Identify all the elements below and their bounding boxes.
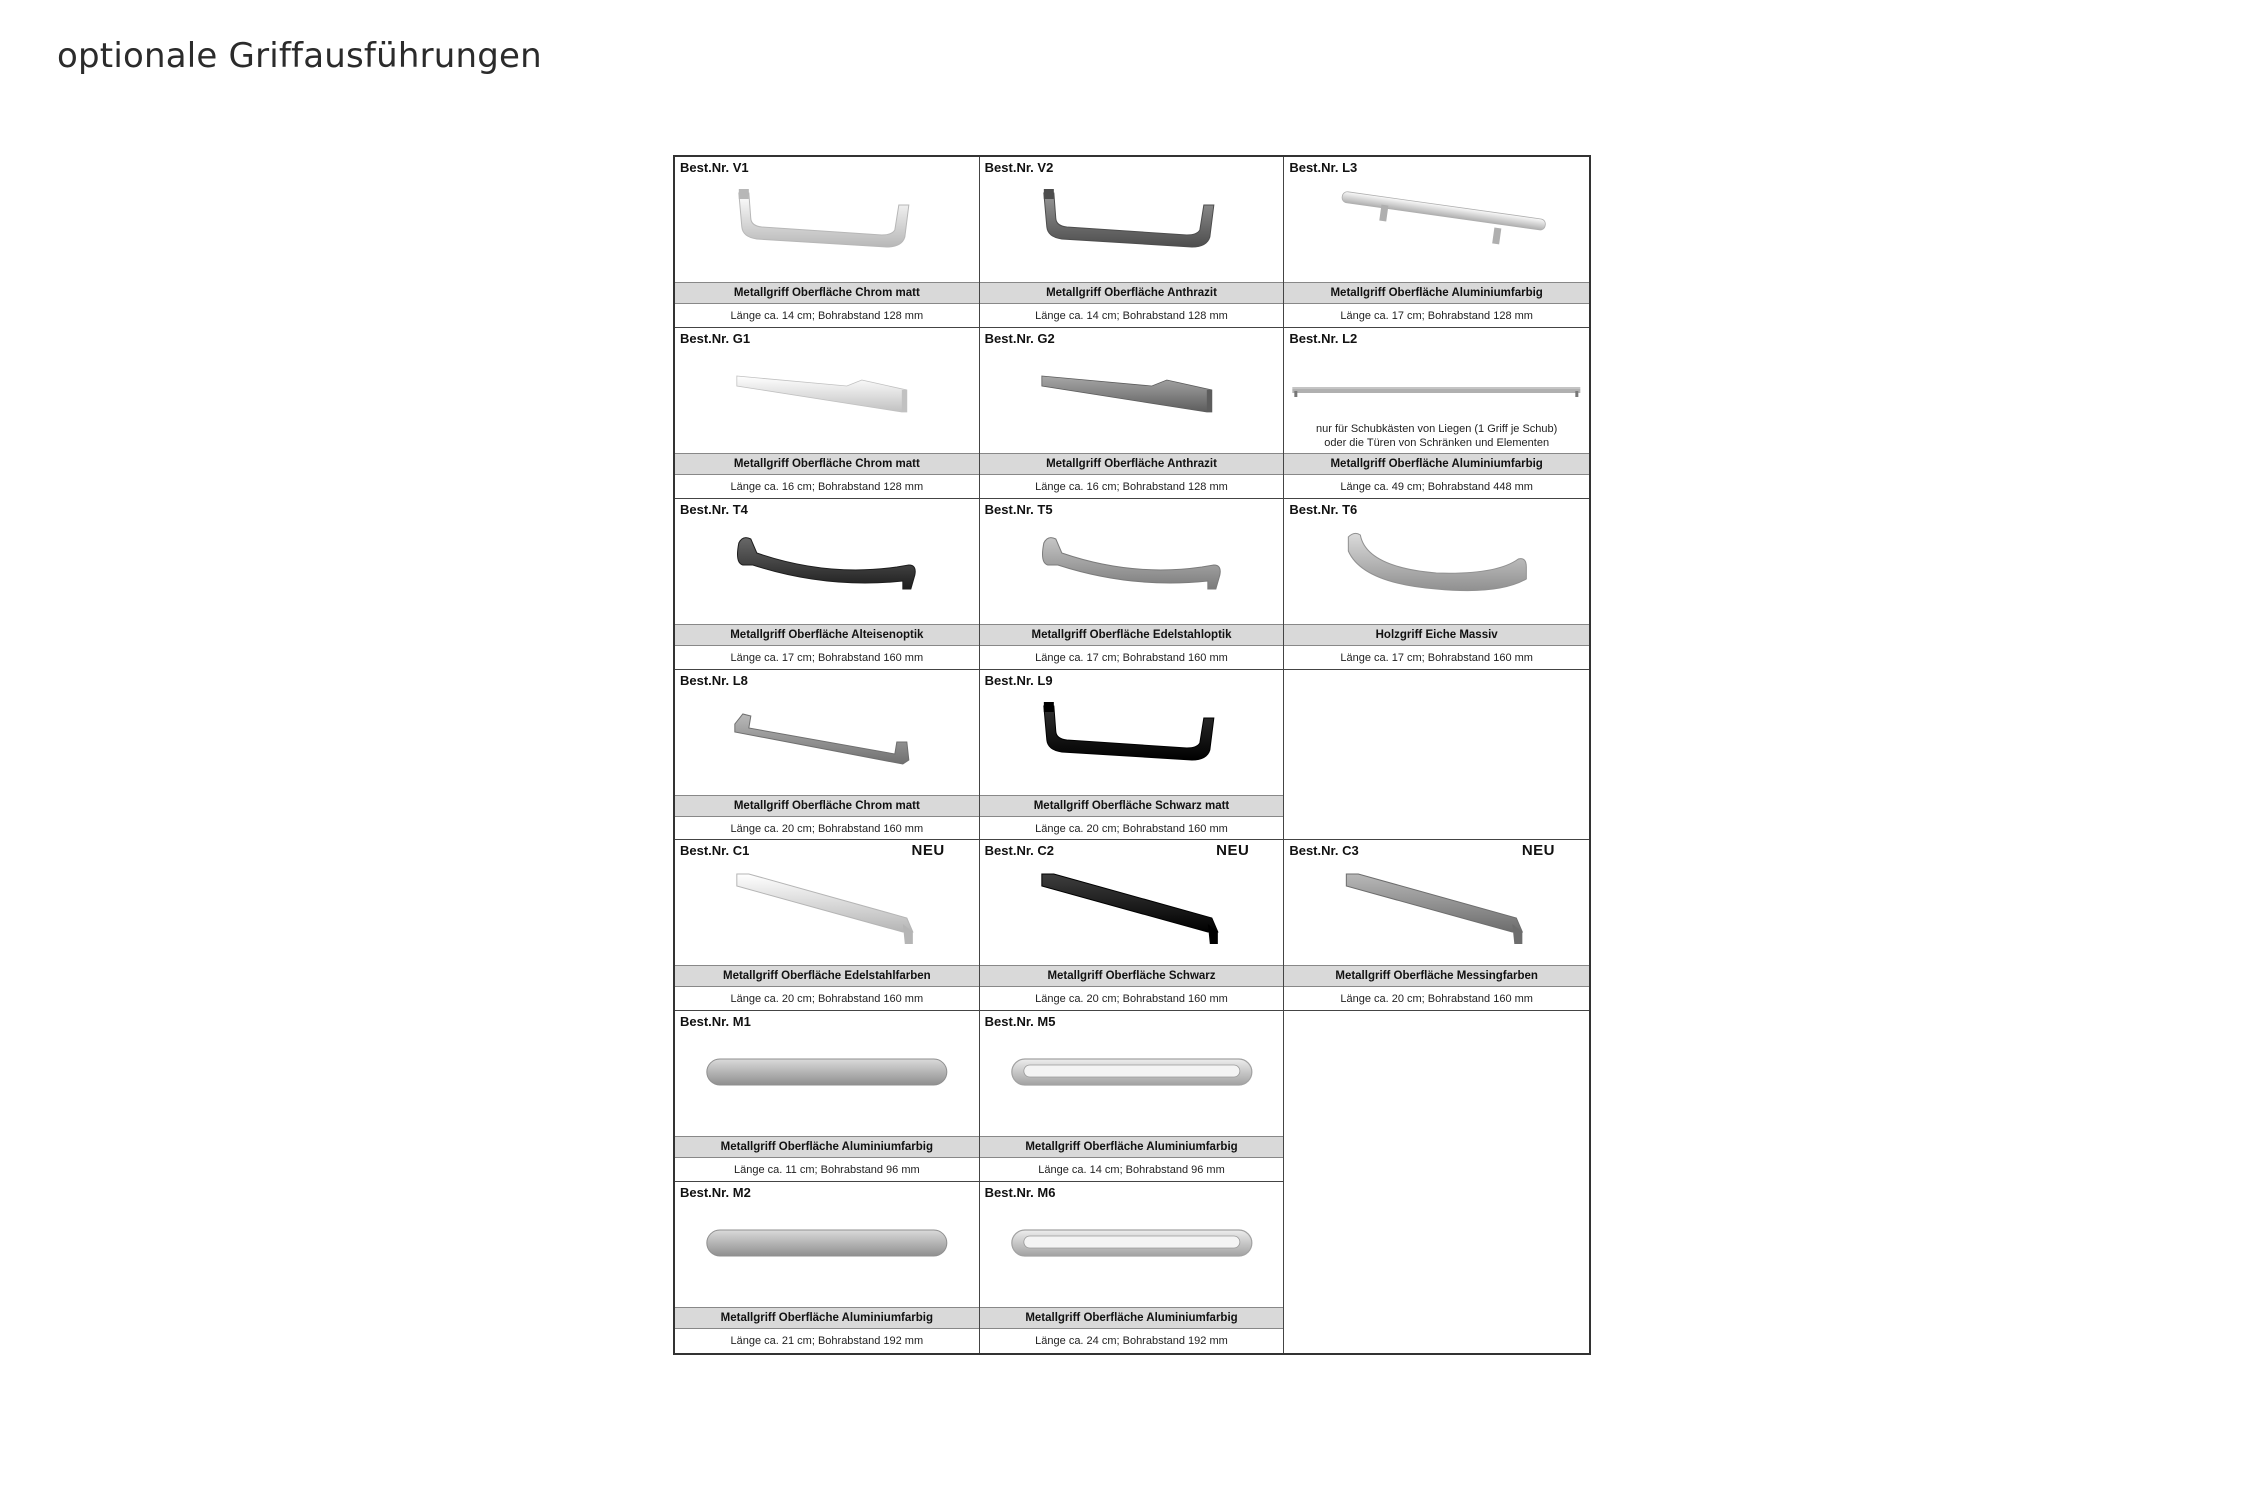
- handle-image: [675, 517, 979, 622]
- product-code: Best.Nr. G1: [680, 330, 751, 346]
- product-code: Best.Nr. L8: [680, 672, 748, 688]
- product-dimensions: Länge ca. 17 cm; Bohrabstand 160 mm: [730, 651, 924, 664]
- handle-image: [980, 858, 1284, 963]
- product-material: Metallgriff Oberfläche Aluminiumfarbig: [1284, 453, 1589, 475]
- product-code: Best.Nr. T5: [984, 501, 1053, 517]
- step-handle-icon: [675, 346, 979, 451]
- product-material: Metallgriff Oberfläche Schwarz matt: [980, 795, 1284, 817]
- product-code: Best.Nr. M6: [984, 1185, 1056, 1201]
- product-code: Best.Nr. G2: [984, 330, 1055, 346]
- handle-image: [1284, 175, 1589, 280]
- product-dimensions: Länge ca. 20 cm; Bohrabstand 160 mm: [730, 822, 924, 835]
- product-material: Metallgriff Oberfläche Anthrazit: [980, 453, 1284, 475]
- product-material: Metallgriff Oberfläche Aluminiumfarbig: [675, 1136, 979, 1158]
- product-material: Metallgriff Oberfläche Messingfarben: [1284, 965, 1589, 987]
- u-handle-icon: [675, 175, 979, 280]
- product-dimensions: Länge ca. 17 cm; Bohrabstand 128 mm: [1340, 310, 1533, 322]
- handle-image: [675, 346, 979, 451]
- product-cell: [675, 157, 980, 328]
- bar-handle-icon: [1284, 175, 1589, 280]
- curved-handle-icon: [980, 517, 1284, 622]
- product-material: Metallgriff Oberfläche Aluminiumfarbig: [1284, 282, 1589, 304]
- product-cell: [1284, 328, 1589, 499]
- product-dimensions: Länge ca. 20 cm; Bohrabstand 160 mm: [1035, 822, 1228, 835]
- ring-pill-handle-icon: [980, 1200, 1284, 1305]
- product-code: Best.Nr. V1: [680, 160, 749, 175]
- product-material: Metallgriff Oberfläche Aluminiumfarbig: [980, 1307, 1284, 1329]
- new-badge: NEU: [1521, 842, 1555, 860]
- product-cell: [675, 499, 980, 670]
- product-code: Best.Nr. T4: [680, 501, 748, 517]
- product-cell: [1284, 840, 1589, 1011]
- product-cell: [980, 1182, 1285, 1353]
- product-cell: [980, 328, 1285, 499]
- handle-image: [980, 346, 1284, 451]
- pill-handle-icon: [675, 1200, 979, 1305]
- product-cell: [980, 157, 1285, 328]
- product-code: Best.Nr. L3: [1289, 160, 1358, 175]
- product-cell: [675, 840, 980, 1011]
- product-material: Metallgriff Oberfläche Chrom matt: [675, 282, 979, 304]
- product-dimensions: Länge ca. 14 cm; Bohrabstand 96 mm: [1038, 1164, 1225, 1177]
- product-dimensions: Länge ca. 16 cm; Bohrabstand 128 mm: [1035, 480, 1228, 493]
- product-cell: [980, 1011, 1285, 1182]
- u-handle-icon: [980, 175, 1284, 280]
- handle-image: [675, 1029, 979, 1134]
- product-dimensions: Länge ca. 20 cm; Bohrabstand 160 mm: [730, 993, 924, 1006]
- product-cell: [1284, 157, 1589, 328]
- handle-image: [980, 688, 1284, 793]
- profile-handle-icon: [980, 858, 1284, 963]
- handle-image: [980, 1200, 1284, 1305]
- empty-cell: [1284, 1182, 1589, 1353]
- product-material: Metallgriff Oberfläche Chrom matt: [675, 453, 979, 475]
- handle-image: [980, 1029, 1284, 1134]
- new-badge: NEU: [1216, 842, 1250, 860]
- product-dimensions: Länge ca. 49 cm; Bohrabstand 448 mm: [1340, 480, 1533, 493]
- handle-image: [1284, 517, 1589, 622]
- product-code: Best.Nr. M1: [680, 1014, 751, 1030]
- empty-cell: [1284, 1011, 1589, 1182]
- product-dimensions: Länge ca. 14 cm; Bohrabstand 128 mm: [730, 310, 924, 322]
- profile-handle-icon: [675, 858, 979, 963]
- product-code: Best.Nr. C2: [984, 843, 1055, 859]
- product-dimensions: Länge ca. 14 cm; Bohrabstand 128 mm: [1035, 310, 1228, 322]
- product-dimensions: Länge ca. 20 cm; Bohrabstand 160 mm: [1035, 993, 1228, 1006]
- product-cell: [1284, 499, 1589, 670]
- handle-image: [675, 1200, 979, 1305]
- handle-image: [1284, 858, 1589, 963]
- handle-image: [675, 858, 979, 963]
- product-material: Holzgriff Eiche Massiv: [1284, 624, 1589, 646]
- product-code: Best.Nr. M5: [984, 1014, 1056, 1030]
- curved-handle-icon: [675, 517, 979, 622]
- product-cell: [675, 1011, 980, 1182]
- product-code: Best.Nr. M2: [680, 1185, 751, 1201]
- pill-handle-icon: [675, 1029, 979, 1134]
- slim-handle-icon: [675, 688, 979, 793]
- product-note: [1284, 422, 1589, 450]
- page-title: optionale Griffausführungen: [57, 36, 542, 76]
- product-cell: [675, 328, 980, 499]
- product-material: Metallgriff Oberfläche Edelstahloptik: [980, 624, 1284, 646]
- product-cell: [980, 499, 1285, 670]
- product-material: Metallgriff Oberfläche Aluminiumfarbig: [675, 1307, 979, 1329]
- product-material: Metallgriff Oberfläche Alteisenoptik: [675, 624, 979, 646]
- handle-catalog-table: [673, 155, 1591, 1355]
- product-note-line: oder die Türen von Schränken und Elementen: [1324, 436, 1550, 449]
- product-material: Metallgriff Oberfläche Edelstahlfarben: [675, 965, 979, 987]
- product-dimensions: Länge ca. 21 cm; Bohrabstand 192 mm: [730, 1335, 924, 1348]
- product-cell: [980, 670, 1285, 841]
- handle-image: [675, 175, 979, 280]
- product-code: Best.Nr. C1: [680, 843, 750, 859]
- product-dimensions: Länge ca. 24 cm; Bohrabstand 192 mm: [1035, 1335, 1228, 1348]
- product-dimensions: Länge ca. 17 cm; Bohrabstand 160 mm: [1035, 651, 1228, 664]
- product-dimensions: Länge ca. 20 cm; Bohrabstand 160 mm: [1340, 993, 1533, 1006]
- arc-handle-icon: [1284, 517, 1589, 622]
- product-cell: [675, 670, 980, 841]
- empty-cell: [1284, 670, 1589, 841]
- product-note-line: nur für Schubkästen von Liegen (1 Griff je Schub): [1315, 422, 1558, 435]
- product-code: Best.Nr. C3: [1289, 843, 1359, 859]
- product-material: Metallgriff Oberfläche Chrom matt: [675, 795, 979, 817]
- handle-image: [980, 175, 1284, 280]
- product-material: Metallgriff Oberfläche Anthrazit: [980, 282, 1284, 304]
- u-handle-icon: [980, 688, 1284, 793]
- step-handle-icon: [980, 346, 1284, 451]
- profile-handle-icon: [1284, 858, 1589, 963]
- product-dimensions: Länge ca. 17 cm; Bohrabstand 160 mm: [1340, 651, 1533, 664]
- product-material: Metallgriff Oberfläche Schwarz: [980, 965, 1284, 987]
- product-cell: [980, 840, 1285, 1011]
- handle-image: [980, 517, 1284, 622]
- product-dimensions: Länge ca. 11 cm; Bohrabstand 96 mm: [733, 1164, 920, 1177]
- product-code: Best.Nr. T6: [1289, 501, 1358, 517]
- product-material: Metallgriff Oberfläche Aluminiumfarbig: [980, 1136, 1284, 1158]
- product-cell: [675, 1182, 980, 1353]
- handle-image: [675, 688, 979, 793]
- product-code: Best.Nr. V2: [984, 160, 1054, 175]
- product-code: Best.Nr. L9: [984, 672, 1053, 688]
- product-code: Best.Nr. L2: [1289, 330, 1358, 346]
- product-dimensions: Länge ca. 16 cm; Bohrabstand 128 mm: [730, 480, 924, 493]
- ring-pill-handle-icon: [980, 1029, 1284, 1134]
- new-badge: NEU: [911, 842, 945, 860]
